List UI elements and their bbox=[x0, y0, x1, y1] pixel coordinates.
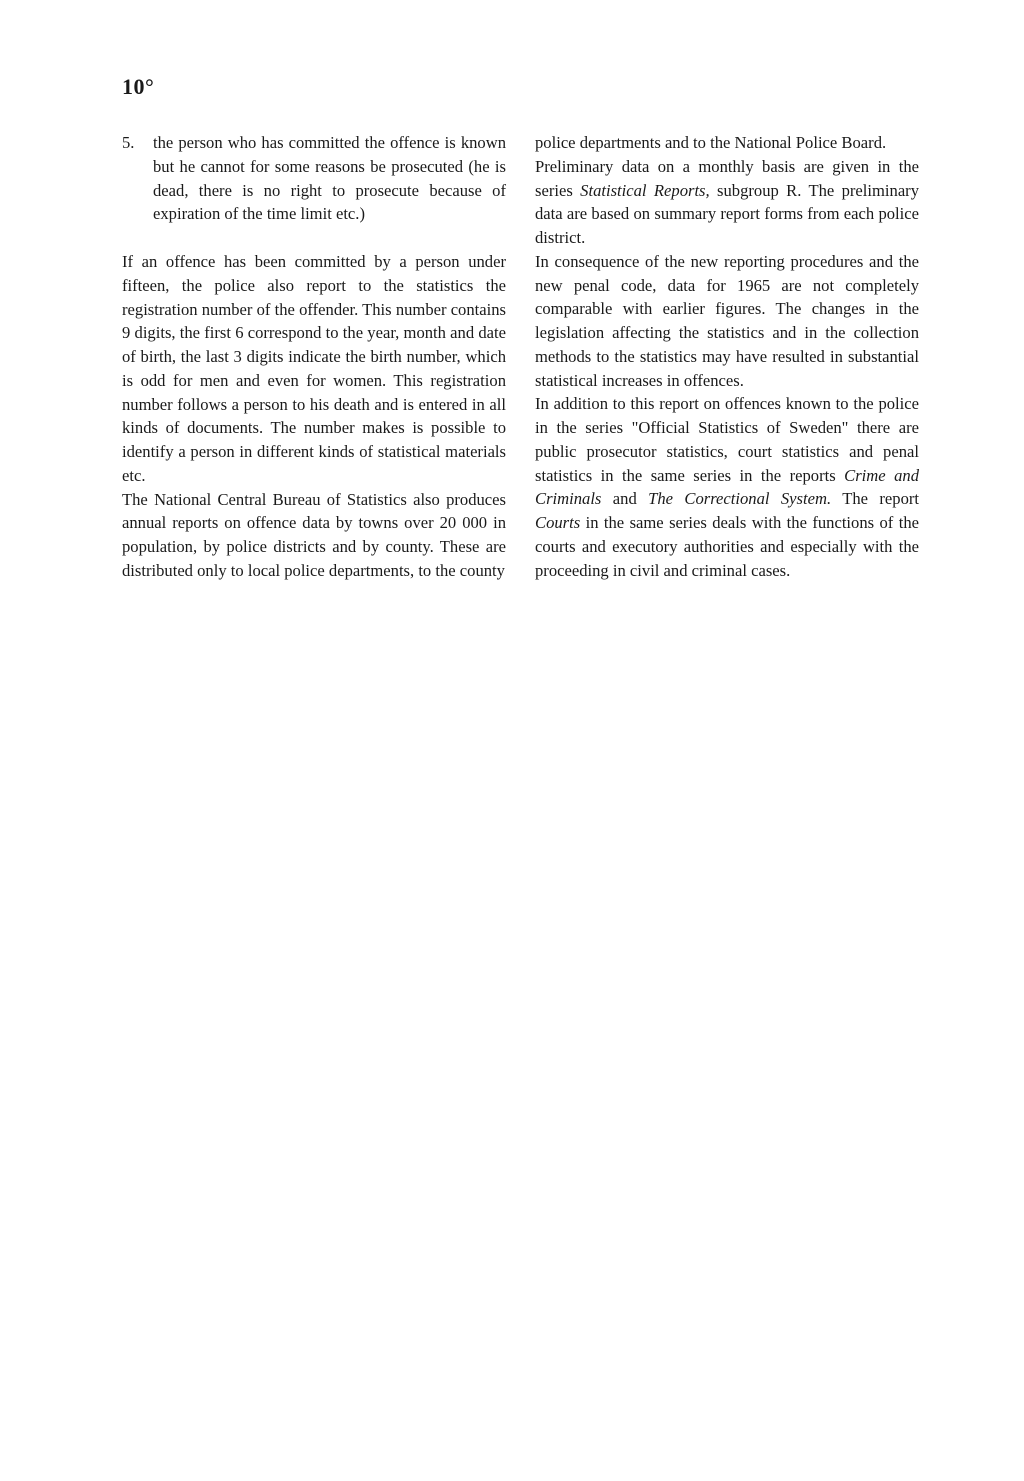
italic-text-run: The Correctional System. bbox=[648, 489, 832, 509]
text-run: in the same series deals with the functions of the courts and executory authorities and especially with the proceeding in civil and criminal cases. bbox=[535, 513, 919, 580]
paragraph-annual-reports: The National Central Bureau of Statistics also produces annual reports on offence data by towns over 20 000 in population, by police districts and by county. These are distributed only to local police departments, to the county bbox=[122, 489, 506, 580]
paragraph-police-departments: police departments and to the National Police Board. bbox=[535, 133, 887, 152]
italic-text-run: Crime and Criminals bbox=[535, 465, 919, 509]
left-column bbox=[122, 131, 506, 583]
right-column bbox=[535, 131, 919, 582]
page-number: 10° bbox=[122, 74, 155, 99]
paragraph-new-reporting-procedures: In consequence of the new reporting procedures and the new penal code, data for 1965 are not completely comparable with earlier figures. The changes in the legislation affecting the statistics and in the collection methods to the statistics may have resulted in substantial statistical increases in offences. bbox=[535, 251, 919, 390]
italic-text-run: Statistical Reports, bbox=[580, 180, 710, 200]
list-item-number: 5. bbox=[122, 133, 135, 152]
paragraph-registration-number: If an offence has been committed by a person under fifteen, the police also report to the statistics the registration number of the offender. This number contains 9 digits, the first 6 correspond to the year, month and date of birth, the last 3 digits indicate the birth number, which is odd for men and even for women. This registration number follows a person to his death and is entered in all kinds of documents. The number makes is possible to identify a person in different kinds of statistical materials etc. bbox=[122, 252, 506, 485]
text-run: subgroup R. The preliminary data are based on summary report forms from each police district. bbox=[535, 180, 920, 247]
paragraph-preliminary-data bbox=[535, 155, 919, 250]
text-run: The report bbox=[831, 489, 919, 509]
paragraph-other-statistics bbox=[535, 392, 919, 582]
italic-text-run: Courts bbox=[535, 513, 581, 532]
text-run: Preliminary data on a monthly basis are given in the series bbox=[535, 156, 919, 200]
list-item-text: the person who has committed the offence is known but he cannot for some reasons be prosecuted (he is dead, there is no right to prosecute because of expiration of the time limit etc.) bbox=[153, 133, 506, 224]
text-run: and bbox=[601, 489, 649, 509]
list-item-5 bbox=[122, 131, 506, 226]
text-run: In addition to this report on offences known to the police in the series "Official Statistics of Sweden" there are public prosecutor statistics, court statistics and penal statistics in the same series in the reports bbox=[535, 394, 919, 485]
